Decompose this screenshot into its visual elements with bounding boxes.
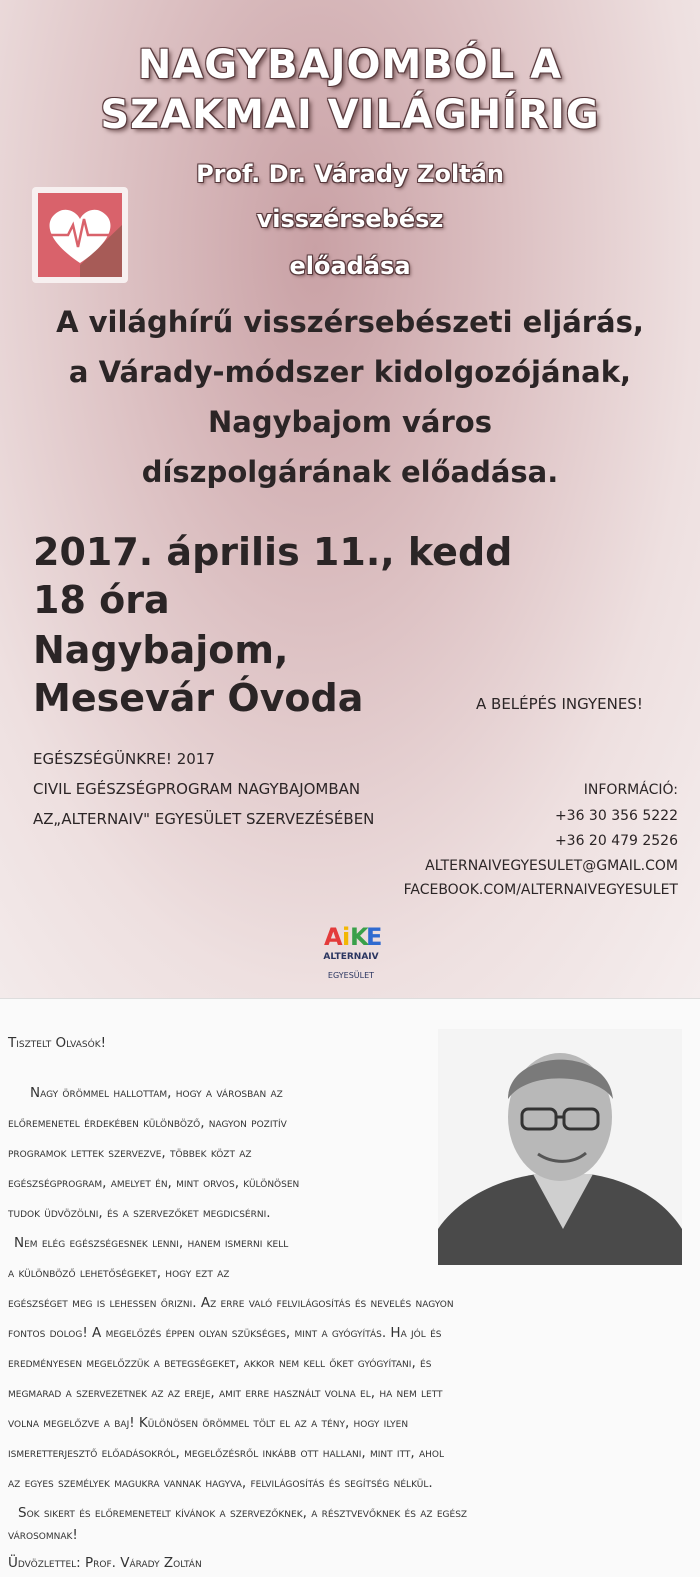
info-label: INFORMÁCIÓ:	[583, 782, 678, 798]
letter-line: Nagy örömmel hallottam, hogy a városban az	[30, 1085, 283, 1101]
letter-greeting: Tisztelt Olvasók!	[8, 1035, 107, 1051]
talk-label: előadása	[289, 252, 411, 280]
letter-line: Nem elég egészségesnek lenni, hanem ismerni kell	[14, 1235, 289, 1251]
speaker-name: Prof. Dr. Várady Zoltán	[196, 160, 504, 188]
svg-text:E: E	[366, 923, 383, 951]
letter-line: előremenetel érdekében különböző, nagyon pozitív	[8, 1115, 287, 1131]
alternaiv-logo	[318, 915, 384, 981]
svg-text:K: K	[350, 923, 369, 951]
description-line-1: A világhírű visszérsebészeti eljárás,	[56, 305, 644, 339]
logo-mark-icon	[318, 915, 384, 951]
event-town: Nagybajom,	[33, 628, 289, 672]
logo-word: ALTERNAIV	[323, 952, 379, 962]
portrait-photo	[438, 1029, 682, 1265]
letter-line: programok lettek szervezve, többek közt az	[8, 1145, 252, 1161]
letter-line: fontos dolog! A megelőzés éppen olyan szükséges, mint a gyógyítás. Ha jól és	[8, 1325, 442, 1341]
poster-title-line-1: NAGYBAJOMBÓL A	[137, 42, 563, 88]
letter-section	[0, 998, 700, 1577]
description-line-2: a Várady-módszer kidolgozójának,	[68, 355, 632, 389]
free-entry-note: A BELÉPÉS INGYENES!	[476, 695, 643, 713]
svg-text:i: i	[342, 923, 351, 951]
letter-line: volna megelőzve a baj! Különösen örömmel tölt el az a tény, hogy ilyen	[8, 1415, 409, 1431]
letter-line: tudok üdvözölni, és a szervezőket megdicsérni.	[8, 1205, 271, 1221]
program-line-2: CIVIL EGÉSZSÉGPROGRAM NAGYBAJOMBAN	[33, 780, 361, 798]
phone-2: +36 20 479 2526	[554, 833, 678, 849]
svg-text:A: A	[324, 923, 343, 951]
description-line-3: Nagybajom város	[208, 405, 492, 439]
event-date: 2017. április 11., kedd	[33, 530, 513, 574]
letter-line: megmarad a szervezetnek az az ereje, amit erre használt volna el, ha nem lett	[8, 1385, 443, 1401]
program-line-3: AZ„ALTERNAIV" EGYESÜLET SZERVEZÉSÉBEN	[33, 810, 375, 828]
letter-line: Sok sikert és előremenetelt kívánok a szervezőknek, a résztvevőknek és az egész	[18, 1505, 468, 1521]
facebook-link: FACEBOOK.COM/ALTERNAIVEGYESULET	[403, 882, 678, 898]
description-line-4: díszpolgárának előadása.	[141, 455, 559, 489]
letter-line: a különböző lehetőségeket, hogy ezt az	[8, 1265, 230, 1281]
poster-title-line-2: SZAKMAI VILÁGHÍRIG	[100, 92, 600, 138]
letter-line: ismeretterjesztő előadásokról, megelőzésről inkább ott hallani, mint itt, ahol	[8, 1445, 445, 1461]
letter-line: egészséget meg is lehessen őrizni. Az erre való felvilágosítás és nevelés nagyon	[8, 1295, 454, 1311]
letter-signature: Üdvözlettel: Prof. Várady Zoltán	[8, 1555, 202, 1571]
letter-line: egészségprogram, amelyet én, mint orvos, különösen	[8, 1175, 300, 1191]
letter-line: városomnak!	[8, 1527, 78, 1543]
letter-line: az egyes személyek magukra vannak hagyva, felvilágosítás és segítség nélkül.	[8, 1475, 433, 1491]
speaker-role: visszérsebész	[256, 205, 444, 233]
event-venue: Mesevár Óvoda	[33, 676, 364, 720]
contact-email: ALTERNAIVEGYESULET@GMAIL.COM	[425, 858, 678, 874]
program-line-1: EGÉSZSÉGÜNKRE! 2017	[33, 750, 215, 768]
logo-subword: EGYESÜLET	[327, 971, 375, 980]
letter-line: eredményesen megelőzzük a betegségeket, akkor nem kell őket gyógyítani, és	[8, 1355, 432, 1371]
event-time: 18 óra	[33, 578, 170, 622]
phone-1: +36 30 356 5222	[554, 808, 678, 824]
